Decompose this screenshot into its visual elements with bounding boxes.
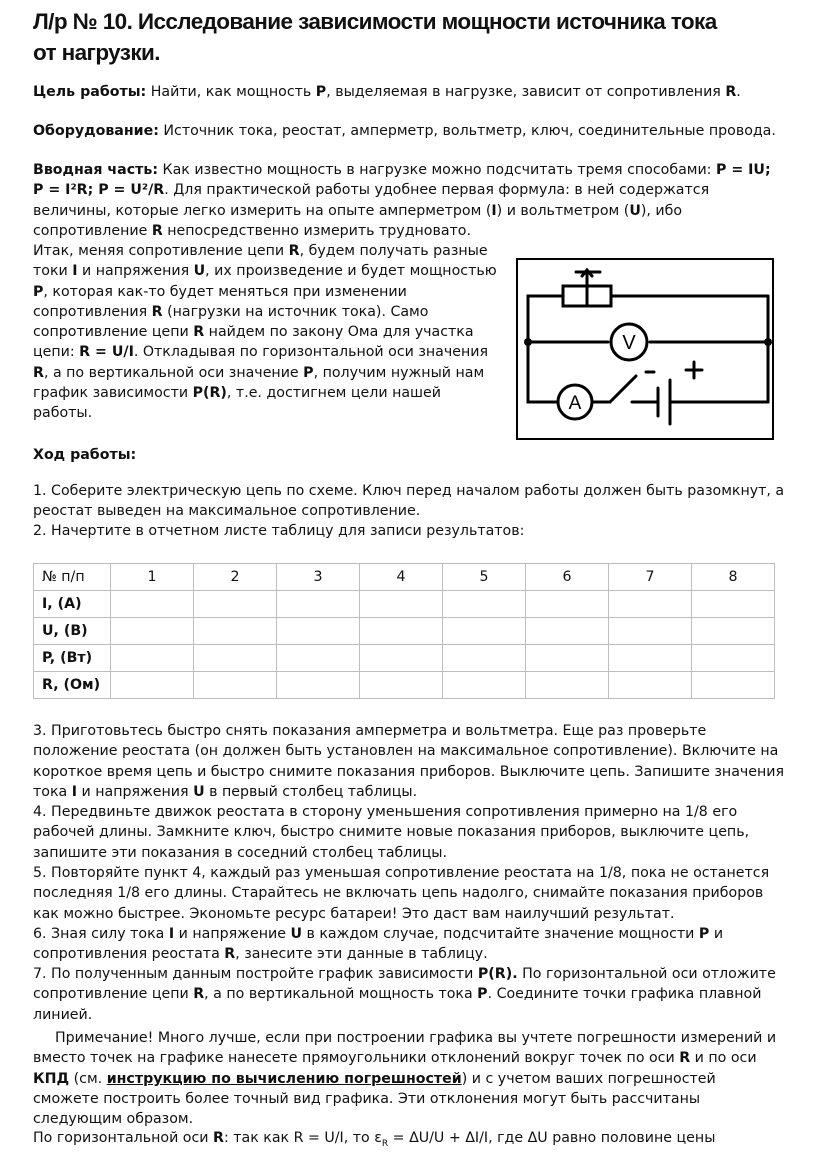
circuit-svg (518, 260, 772, 438)
switch-icon (610, 376, 636, 402)
step-6 (33, 924, 785, 965)
symbol-r: R (33, 364, 44, 381)
table-header-cell: 4 (360, 564, 443, 591)
table-header-cell: 5 (443, 564, 526, 591)
rheostat-slider (587, 272, 600, 306)
text: (нагрузки на источник тока). Само сопротивление цепи (33, 303, 429, 341)
text: , а по вертикальной мощность тока (204, 986, 478, 1003)
row-label: R, (Ом) (34, 672, 111, 699)
text: Итак, меняя сопротивление цепи (33, 243, 289, 259)
intro-text: непосредственно измерить трудновато. (162, 222, 471, 239)
symbol-p: P (477, 986, 488, 1003)
circuit-diagram (516, 258, 774, 440)
results-table (33, 563, 775, 699)
ohm-formula: R = U/I (79, 344, 134, 361)
goal-paragraph (33, 82, 785, 102)
goal-r: R (725, 84, 737, 100)
text: и напряжения (77, 783, 194, 800)
intro-text: Как известно мощность в нагрузке можно подсчитать тремя способами: (158, 162, 716, 178)
text: 7. По полученным данным постройте график зависимости (33, 966, 478, 982)
step-4: 4. Передвиньте движок реостата в сторону уменьшения сопротивления примерно на 1/8 его рабочей длины. Замкните ключ, быстро снимите новые показания приборов, выключите цепь, запишите эти показания в соседний столбец таблицы. (33, 804, 750, 861)
goal-text: , выделяемая в нагрузке, зависит от сопротивления (326, 84, 726, 100)
text: и сопротивления реостата (33, 926, 724, 963)
table-header-cell: 1 (111, 564, 194, 591)
text: 6. Зная силу тока (33, 926, 169, 942)
symbol-r: R (193, 986, 205, 1003)
text: : так как R = U/I, то ε (223, 1130, 382, 1146)
table-header-cell: 2 (194, 564, 277, 591)
goal-label: Цель работы: (33, 84, 147, 100)
table-row (34, 645, 775, 672)
note-paragraph (33, 1028, 785, 1129)
table-header-cell: 7 (609, 564, 692, 591)
last-line (33, 1128, 785, 1154)
row-label: P, (Вт) (34, 645, 111, 672)
text: , занесите эти данные в таблицу. (235, 946, 488, 963)
text: , а по вертикальной оси значение (43, 364, 304, 381)
intro-continued-paragraph (33, 241, 503, 424)
plus-icon (686, 362, 702, 378)
text: в каждом случае, подсчитайте значение мощности (301, 926, 699, 942)
text: в первый столбец таблицы. (204, 783, 418, 800)
voltmeter-label: V (622, 332, 636, 354)
row-label: U, (B) (34, 618, 111, 645)
table-header-cell: 6 (526, 564, 609, 591)
symbol-u: U (290, 926, 302, 942)
procedure-heading: Ход работы: (33, 447, 137, 463)
text: , получим нужный нам график зависимости (33, 364, 485, 402)
symbol-r: R (213, 1130, 224, 1146)
intro-u: U (629, 202, 641, 219)
text: , т.е. достигнем цели нашей работы. (33, 385, 441, 422)
text: . Соедините точки графика плавной линией. (33, 986, 762, 1023)
symbol-pr: P(R). (477, 966, 518, 982)
junction-dot (764, 338, 772, 346)
equipment-paragraph (33, 121, 785, 141)
goal-text: Найти, как мощность (146, 84, 316, 100)
text: Примечание! Много лучше, если при построении графика вы учтете погрешности измерений и вместо точек на графике нанесете прямоугольники отклонений вокруг точек по оси (33, 1030, 777, 1067)
table-row (34, 591, 775, 618)
text: 3. Приготовьтесь быстро снять показания амперметра и вольтметра. Еще раз проверьте положение реостата (он должен быть установлен на максимальное сопротивление). Включите на короткое время цепь и быстро снимите показания приборов. Выключите цепь. Запишите значения тока (33, 723, 785, 800)
intro-text: ) и вольтметром ( (496, 202, 630, 219)
wire (528, 296, 563, 320)
table-row (34, 672, 775, 699)
goal-text: . (736, 84, 741, 100)
symbol-r: R (679, 1050, 691, 1067)
page-title: Л/р № 10. Исследование зависимости мощности источника тока от нагрузки. (33, 9, 717, 65)
wire (528, 320, 558, 402)
text: найдем по закону Ома для участка цепи: (33, 324, 474, 361)
text: и по оси (690, 1050, 757, 1067)
ammeter-label: A (568, 393, 582, 414)
goal-p: P (315, 84, 327, 100)
text: и напряжения (77, 263, 194, 280)
symbol-p: P (698, 926, 710, 942)
intro-r: R (151, 222, 163, 239)
symbol-u: U (193, 783, 205, 800)
intro-i: I (491, 202, 497, 219)
text: = ΔU/U + ΔI/I, где ΔU равно половине цены (388, 1130, 716, 1146)
symbol-r: R (193, 324, 205, 341)
intro-formula: P = I²R; P = U²/R (33, 182, 165, 199)
symbol-r: R (151, 303, 163, 320)
symbol-p: P (303, 364, 314, 381)
junction-dot (524, 338, 532, 346)
kpd-label: КПД (33, 1070, 70, 1087)
text: (см. (69, 1070, 107, 1087)
symbol-p: P (33, 283, 44, 300)
symbol-r: R (224, 946, 236, 963)
intro-text: ), ибо сопротивление (33, 202, 683, 239)
intro-formula: P = IU; (715, 162, 771, 178)
intro-label: Вводная часть: (33, 162, 159, 178)
text: и напряжение (174, 926, 291, 942)
text: . Откладывая по горизонтальной оси значения (133, 344, 489, 361)
intro-text: . Для практической работы удобнее первая формула: в ней содержатся величины, которые легко измерить на опыте амперметром ( (33, 182, 710, 219)
text: По горизонтальной оси (33, 1130, 214, 1146)
text: По горизонтальной оси отложите сопротивление цепи (33, 966, 776, 1003)
intro-paragraph (33, 160, 785, 241)
symbol-i: I (71, 783, 77, 800)
table-row (34, 618, 775, 645)
table-header-cell: 3 (277, 564, 360, 591)
text: , будем получать разные токи (33, 243, 488, 280)
text: ) и с учетом ваших погрешностей сможете построить более точный вид графика. Эти отклонения могут быть рассчитаны следующим образом. (33, 1070, 716, 1128)
symbol-i: I (72, 263, 78, 280)
step-7 (33, 964, 785, 1025)
step-2: 2. Начертите в отчетном листе таблицу для записи результатов: (33, 523, 525, 539)
symbol-i: I (168, 926, 175, 942)
subscript-r: R (381, 1138, 389, 1149)
row-label: I, (A) (34, 591, 111, 618)
equipment-label: Оборудование: (33, 123, 159, 139)
symbol-u: U (193, 263, 206, 280)
table-header-row (34, 564, 775, 591)
symbol-pr: P(R) (192, 385, 227, 402)
text: , которая как-то будет меняться при изменении сопротивления (33, 283, 407, 320)
table-header-cell: 8 (692, 564, 775, 591)
symbol-r: R (288, 243, 300, 259)
equipment-text: Источник тока, реостат, амперметр, вольтметр, ключ, соединительные провода. (158, 123, 776, 139)
text: , их произведение и будет мощностью (205, 263, 497, 280)
error-instruction-link[interactable]: инструкцию по вычислению погрешностей (106, 1070, 462, 1087)
table-header-cell: № п/п (34, 564, 111, 591)
step-1: 1. Соберите электрическую цепь по схеме. Ключ перед началом работы должен быть разомкнут, а реостат выведен на максимальное сопротивление. (33, 483, 785, 520)
step-3 (33, 721, 785, 802)
step-5: 5. Повторяйте пункт 4, каждый раз уменьшая сопротивление реостата на 1/8, пока не останется последняя 1/8 его длины. Старайтесь не включать цепь надолго, снимайте показания приборов как можно быстрее. Экономьте ресурс батареи! Это даст вам наилучший результат. (33, 865, 770, 922)
